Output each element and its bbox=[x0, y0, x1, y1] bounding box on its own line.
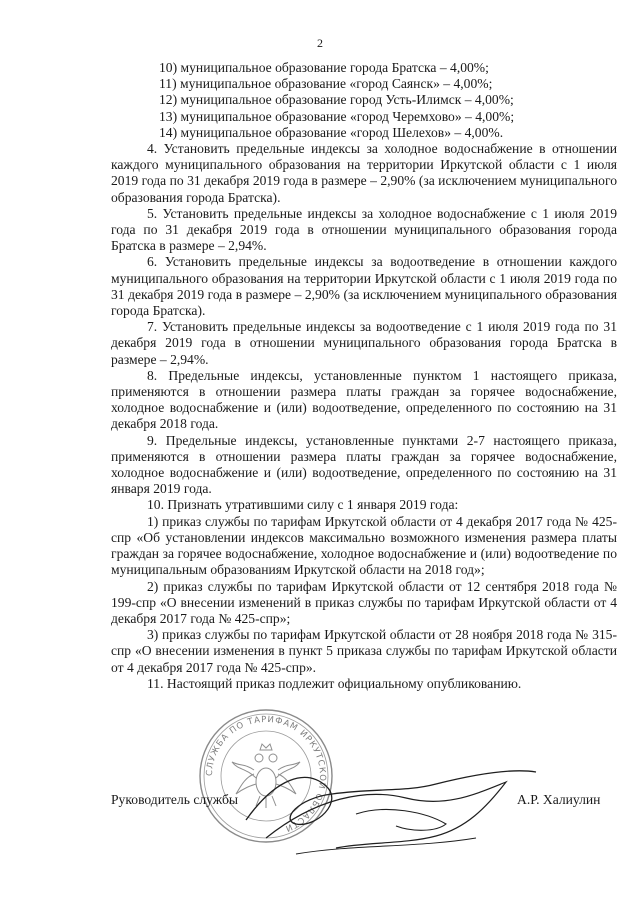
svg-text:СЛУЖБА ПО ТАРИФАМ ИРКУТСКОЙ ОБ bbox=[205, 715, 329, 833]
paragraph-5: 5. Установить предельные индексы за холодное водоснабжение с 1 июля 2019 года по 31 декабря 2019 года в отношении муниципального образования города Братска в размере – 2,94%. bbox=[111, 205, 617, 254]
sub-item-3: 3) приказ службы по тарифам Иркутской области от 28 ноября 2018 года № 315-спр «О внесении изменения в пункт 5 приказа службы по тарифам Иркутской области от 4 декабря 2017 года № 425-спр». bbox=[111, 627, 617, 675]
paragraph-4: 4. Установить предельные индексы за холодное водоснабжение в отношении каждого муниципального образования на территории Иркутской области с 1 июля 2019 года по 31 декабря 2019 года в размере – 2,90% (за исключением муниципального образования города Братска). bbox=[111, 141, 617, 205]
seal-text: СЛУЖБА ПО ТАРИФАМ ИРКУТСКОЙ ОБЛАСТИ bbox=[204, 714, 328, 834]
list-item: 11) муниципальное образование «город Саянск» – 4,00%; bbox=[159, 76, 493, 92]
paragraph-6: 6. Установить предельные индексы за водоотведение в отношении каждого муниципального образования на территории Иркутской области с 1 июля 2019 года по 31 декабря 2019 года в размере – 2,90% (за исключением муниципального образования города Братска). bbox=[111, 254, 617, 319]
list-item: 12) муниципальное образование город Усть-Илимск – 4,00%; bbox=[159, 92, 514, 108]
paragraph-8: 8. Предельные индексы, установленные пунктом 1 настоящего приказа, применяются в отношении размера платы граждан за горячее водоснабжение, холодное водоснабжение и (или) водоотведение, определенного по состоянию на 31 декабря 2018 года. bbox=[111, 367, 617, 432]
paragraph-7: 7. Установить предельные индексы за водоотведение с 1 июля 2019 года по 31 декабря 2019 года в отношении муниципального образования города Братска в размере – 2,94%. bbox=[111, 319, 617, 367]
page-number: 2 bbox=[317, 36, 323, 50]
paragraph-9: 9. Предельные индексы, установленные пунктами 2-7 настоящего приказа, применяются в отношении размера платы граждан за горячее водоснабжение, холодное водоснабжение и (или) водоотведение, определенного по состоянию на 31 января 2019 года. bbox=[111, 432, 617, 497]
list-item: 14) муниципальное образование «город Шелехов» – 4,00%. bbox=[159, 124, 504, 140]
sub-item-2: 2) приказ службы по тарифам Иркутской области от 12 сентября 2018 года № 199-спр «О внесении изменений в приказ службы по тарифам Иркутской области от 4 декабря 2017 года № 425-спр»; bbox=[111, 578, 617, 626]
eagle-emblem-icon bbox=[232, 744, 300, 808]
paragraph-11: 11. Настоящий приказ подлежит официальному опубликованию. bbox=[147, 675, 522, 691]
official-seal bbox=[198, 708, 334, 844]
signature-position: Руководитель службы bbox=[111, 792, 239, 807]
document-body bbox=[111, 60, 617, 692]
sub-item-1: 1) приказ службы по тарифам Иркутской области от 4 декабря 2017 года № 425-спр «Об установлении индексов максимально возможного изменения размера платы граждан за горячее водоснабжение, холодное водоснабжение и (или) водоотведение по муниципальным образованиям Иркутской области на 2018 год»; bbox=[111, 513, 617, 578]
paragraph-10: 10. Признать утратившими силу с 1 января 2019 года: bbox=[147, 497, 459, 513]
handwritten-signature bbox=[236, 758, 566, 868]
signatory-name: А.Р. Халиулин bbox=[517, 792, 601, 807]
list-item: 13) муниципальное образование «город Черемхово» – 4,00%; bbox=[159, 108, 515, 124]
list-item: 10) муниципальное образование города Братска – 4,00%; bbox=[159, 60, 489, 75]
